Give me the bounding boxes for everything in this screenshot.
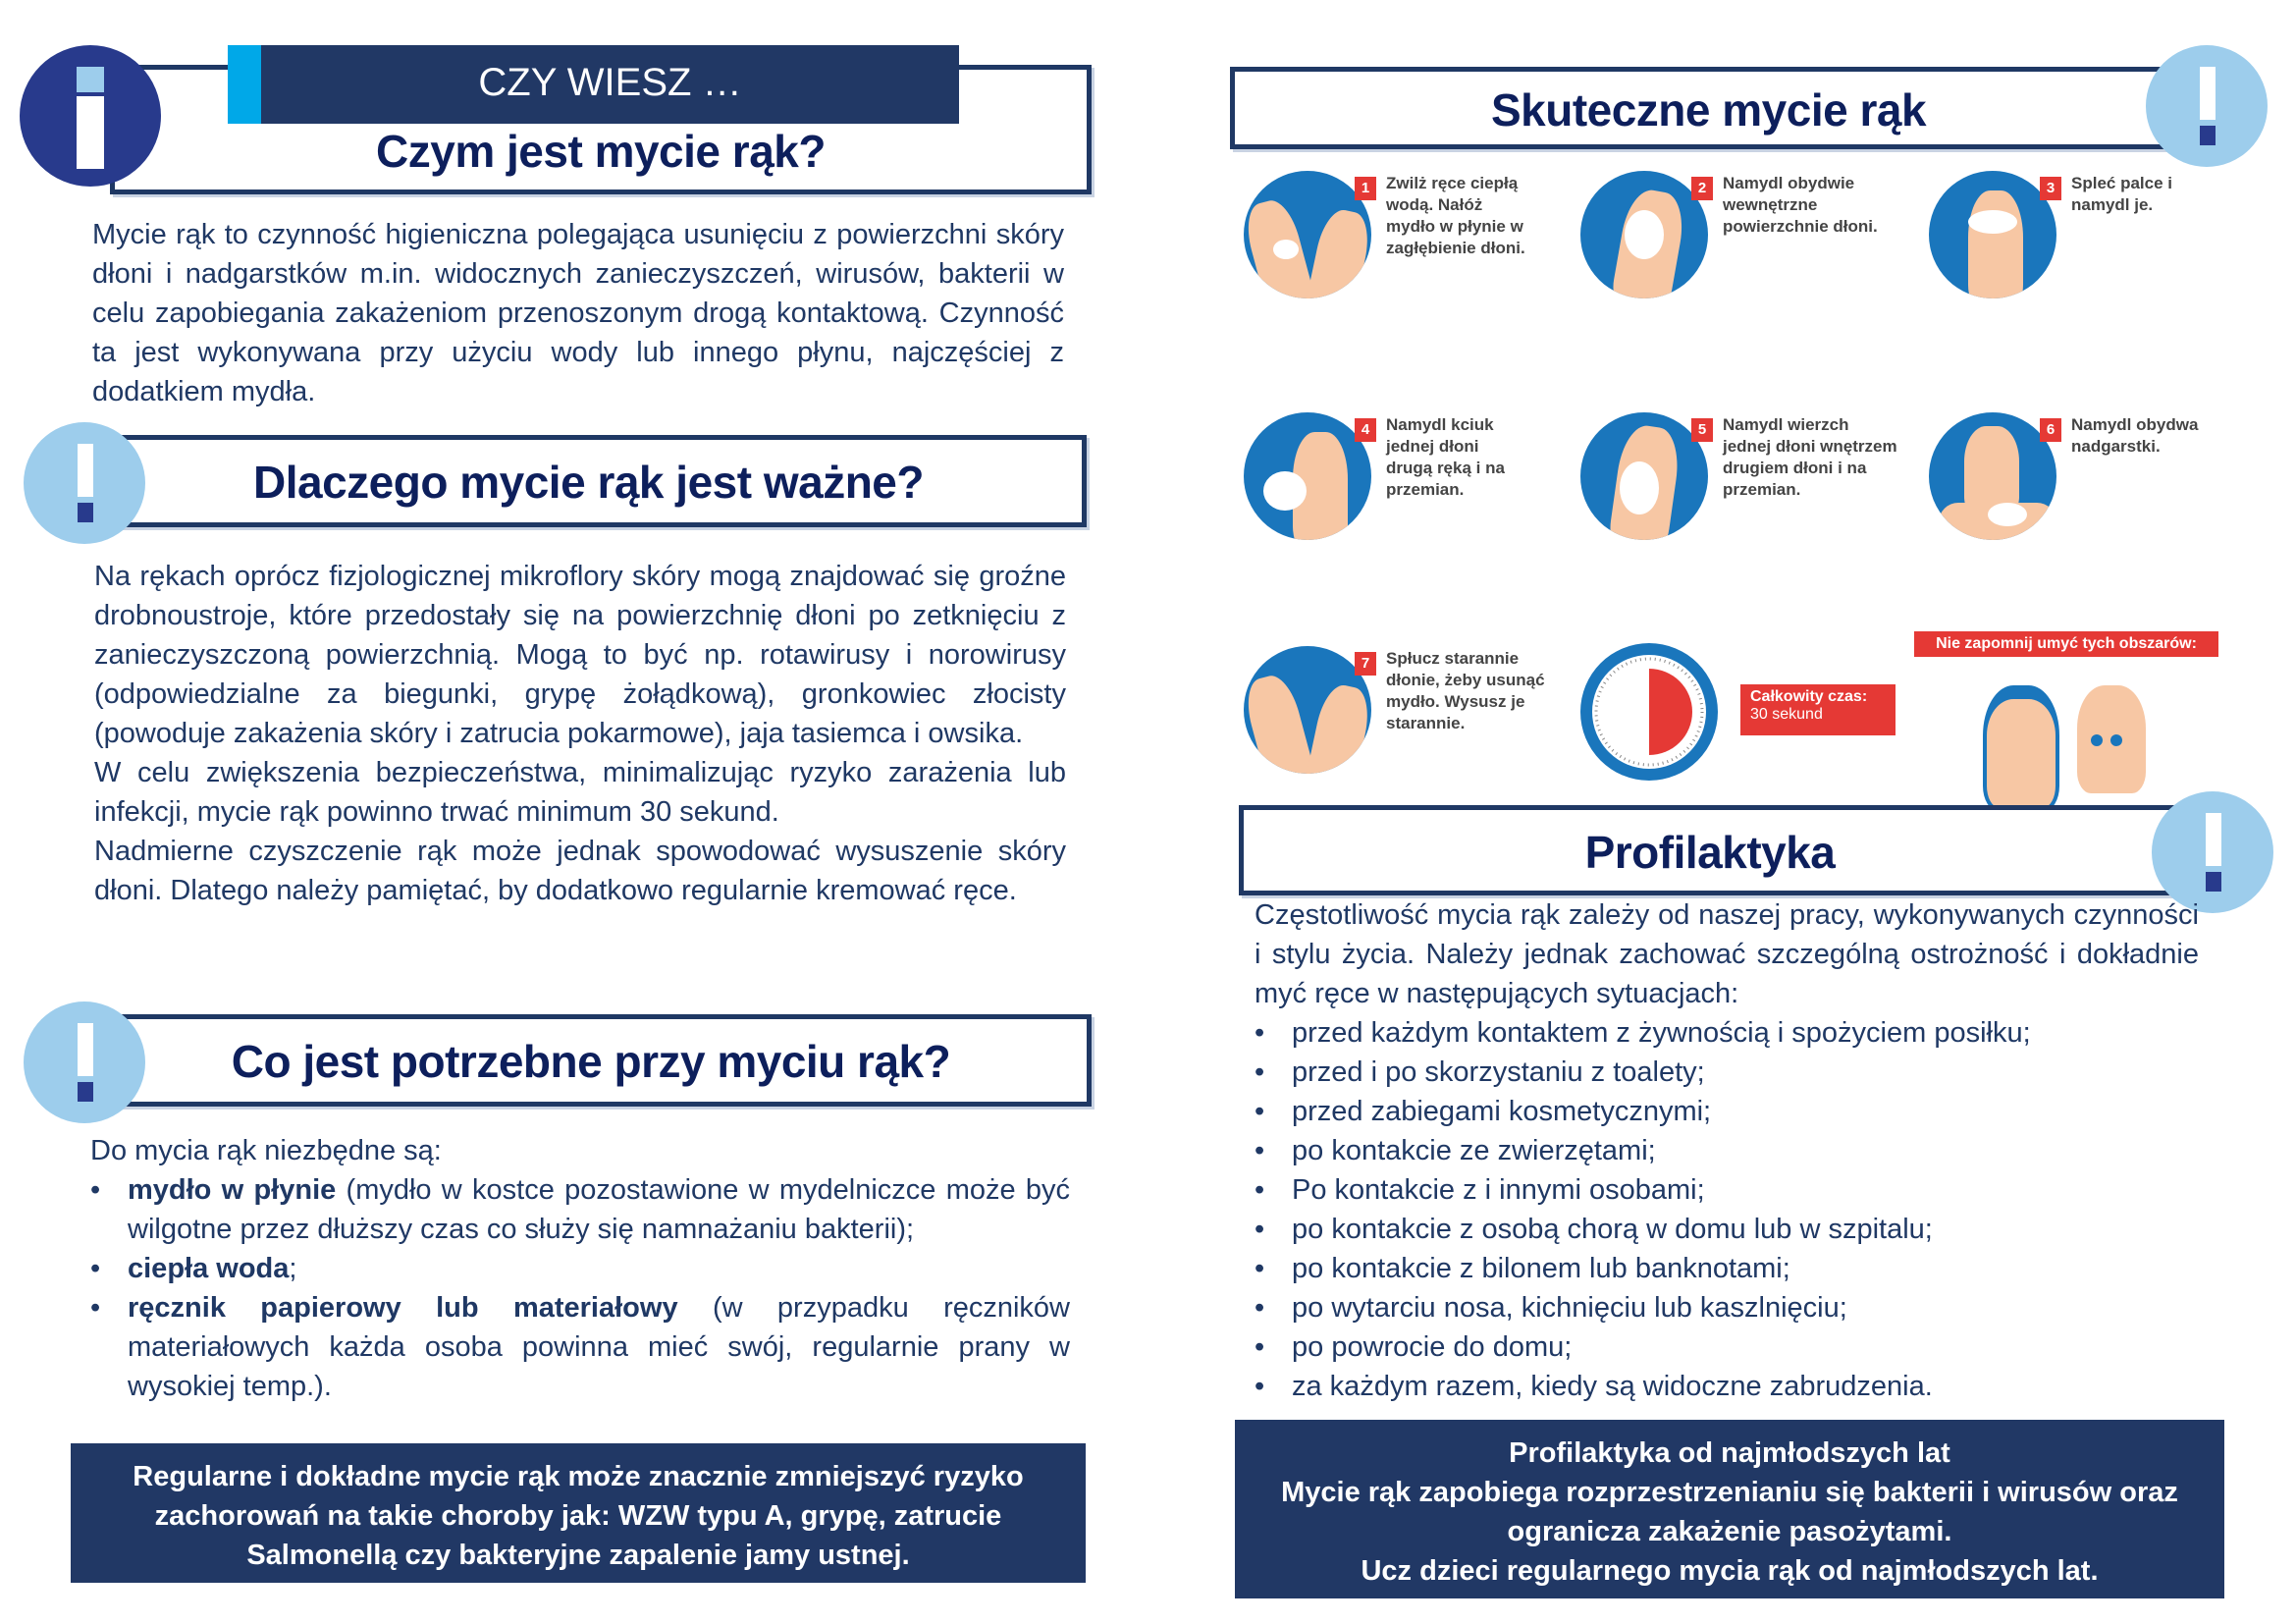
step-text: Namydl obydwie wewnętrzne powierzchnie dłoni. (1723, 174, 1878, 236)
step-4: 4 Namydl kciuk jednej dłoni drugą ręką i na przemian. (1239, 405, 1573, 552)
step-text: Namydl kciuk jednej dłoni drugą ręką i na przemian. (1386, 415, 1505, 499)
back-of-hand-icon (1580, 412, 1708, 540)
timer-dial (1592, 655, 1706, 769)
wrists-soap-icon (1929, 412, 2056, 540)
needs-list (90, 1170, 1070, 1406)
list-item: • przed każdym kontaktem z żywnością i spożyciem posiłku; (1255, 1013, 2199, 1053)
list-item: • po kontakcie z osobą chorą w domu lub w szpitalu; (1255, 1210, 2199, 1249)
timer-icon (1580, 643, 1718, 781)
section-what-text: Mycie rąk to czynność higieniczna polegająca usunięciu z powierzchni skóry dłoni i nadgarstków m.in. widocznych zanieczyszczeń, wirusów, bakterii w celu zapobiegania zakażeniom przenoszonym drogą kontaktową. Czynność ta jest wykonywana przy użyciu wody lub innego płynu, najczęściej z dodatkiem mydła. (92, 219, 1064, 407)
exclamation-icon (24, 422, 145, 544)
timer-elapsed-wedge (1649, 669, 1692, 755)
section-why-header (110, 435, 1087, 527)
total-time-label: Całkowity czas: (1750, 688, 1868, 705)
info-banner-accent (228, 45, 261, 124)
section-needs-header (110, 1014, 1092, 1107)
step-2: 2 Namydl obydwie wewnętrzne powierzchnie dłoni. (1575, 163, 1909, 310)
section-needs-title: Co jest potrzebne przy myciu rąk? (231, 1036, 951, 1087)
list-item: • Po kontakcie z i innymi osobami; (1255, 1170, 2199, 1210)
list-item: • po kontakcie ze zwierzętami; (1255, 1131, 2199, 1170)
info-banner (228, 45, 959, 124)
info-icon (20, 45, 161, 187)
list-item: • za każdym razem, kiedy są widoczne zabrudzenia. (1255, 1367, 2199, 1406)
section-what-title: Czym jest mycie rąk? (376, 126, 826, 177)
section-why-paragraph: W celu zwiększenia bezpieczeństwa, minimalizując ryzyko zarażenia lub infekcji, mycie rąk powinno trwać minimum 30 sekund. (94, 757, 1066, 828)
prevention-intro: Częstotliwość mycia rąk zależy od naszej pracy, wykonywanych czynności i stylu życia. Należy jednak zachować szczególną ostrożność i dokładnie myć ręce w następujących sytuacjach: (1255, 899, 2199, 1009)
section-prevention-title: Profilaktyka (1584, 827, 1836, 878)
step-text: Zwilż ręce ciepłą wodą. Nałóż mydło w płynie w zagłębienie dłoni. (1386, 174, 1525, 257)
list-item: • ciepła woda; (90, 1249, 1070, 1288)
step-5: 5 Namydl wierzch jednej dłoni wnętrzem drugiem dłoni i na przemian. (1575, 405, 1909, 552)
palms-soap-icon (1580, 171, 1708, 298)
section-prevention-header (1239, 805, 2181, 895)
list-item: • po wytarciu nosa, kichnięciu lub kaszlnięciu; (1255, 1288, 2199, 1327)
section-effective-title: Skuteczne mycie rąk (1490, 84, 1927, 135)
exclamation-icon (24, 1001, 145, 1123)
total-time-value: 30 sekund (1750, 706, 1823, 723)
info-banner-text: CZY WIESZ … (478, 61, 742, 104)
rinse-hands-icon (1244, 646, 1371, 774)
reminder-banner: Nie zapomnij umyć tych obszarów: (1914, 631, 2218, 657)
list-item: • przed zabiegami kosmetycznymi; (1255, 1092, 2199, 1131)
section-why-text (94, 557, 1066, 910)
section-prevention-text (1255, 895, 2199, 1406)
step-text: Namydl wierzch jednej dłoni wnętrzem drugiem dłoni i na przemian. (1723, 415, 1897, 499)
section-effective-header (1230, 67, 2187, 149)
section-why-title: Dlaczego mycie rąk jest ważne? (253, 457, 924, 508)
prevention-list (1255, 1013, 2199, 1406)
right-callout: Profilaktyka od najmłodszych lat Mycie rąk zapobiega rozprzestrzenianiu się bakterii i wirusów oraz ogranicza zakażenie pasożytami. Ucz dzieci regularnego mycia rąk od najmłodszych lat. (1235, 1420, 2224, 1598)
step-3: 3 Spleć palce i namydl je. (1924, 163, 2258, 310)
list-item: • ręcznik papierowy lub materiałowy (w przypadku ręczników materiałowych każda osoba powinna mieć swój, regularnie prany w wysokiej temp.). (90, 1288, 1070, 1406)
info-icon-dot (77, 67, 104, 92)
info-icon-stem (77, 96, 104, 169)
list-item: • przed i po skorzystaniu z toalety; (1255, 1053, 2199, 1092)
step-6: 6 Namydl obydwa nadgarstki. (1924, 405, 2258, 552)
hands-areas-icon (1973, 676, 2169, 793)
exclamation-icon (2146, 45, 2268, 167)
section-why-paragraph: Na rękach oprócz fizjologicznej mikroflory skóry mogą znajdować się groźne drobnoustroje, które przedostały się na powierzchnię dłoni po zetknięciu z zanieczyszczoną powierzchnią. Mogą to być np. rotawirusy i norowirusy (odpowiedzialne za biegunki, grypę żołądkową), gronkowiec złocisty (powoduje zakażenia skóry i zatrucia pokarmowe), jaja tasiemca i owsika. (94, 561, 1066, 749)
needs-intro: Do mycia rąk niezbędne są: (90, 1135, 442, 1166)
step-text: Namydl obydwa nadgarstki. (2071, 415, 2199, 456)
list-item: • po kontakcie z bilonem lub banknotami; (1255, 1249, 2199, 1288)
step-text: Spłucz starannie dłonie, żeby usunąć mydło. Wysusz je starannie. (1386, 649, 1545, 732)
step-1: 1 Zwilż ręce ciepłą wodą. Nałóż mydło w płynie w zagłębienie dłoni. (1239, 163, 1573, 310)
step-7: 7 Spłucz starannie dłonie, żeby usunąć mydło. Wysusz je starannie. (1239, 638, 1573, 785)
left-callout: Regularne i dokładne mycie rąk może znacznie zmniejszyć ryzyko zachorowań na takie choroby jak: WZW typu A, grypę, zatrucie Salmonellą czy bakteryjne zapalenie jamy ustnej. (71, 1443, 1086, 1583)
total-time-badge (1740, 684, 1896, 735)
thumb-soap-icon (1244, 412, 1371, 540)
list-item: • mydło w płynie (mydło w kostce pozostawione w mydelniczce może być wilgotne przez dłuższy czas co służy się namnażaniu bakterii); (90, 1170, 1070, 1249)
section-needs-text (90, 1131, 1070, 1406)
step-text: Spleć palce i namydl je. (2071, 174, 2172, 214)
hands-wet-icon (1244, 171, 1371, 298)
interlace-fingers-icon (1929, 171, 2056, 298)
section-why-paragraph: Nadmierne czyszczenie rąk może jednak spowodować wysuszenie skóry dłoni. Dlatego należy pamiętać, by dodatkowo regularnie kremować ręce. (94, 836, 1066, 906)
list-item: • po powrocie do domu; (1255, 1327, 2199, 1367)
